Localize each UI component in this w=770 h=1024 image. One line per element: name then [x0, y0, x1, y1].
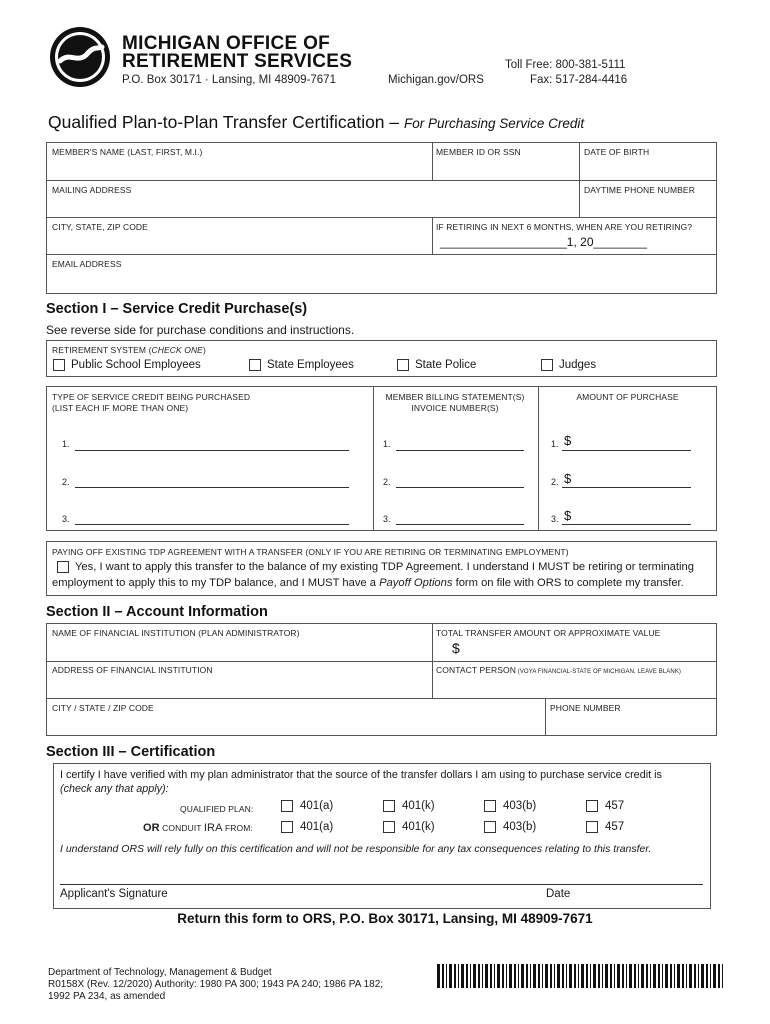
- signature-line[interactable]: [60, 884, 703, 885]
- mailing-address-label: MAILING ADDRESS: [52, 185, 132, 195]
- divider: [545, 698, 546, 736]
- total-dollar-sign: $: [452, 640, 460, 656]
- option-state-employees: State Employees: [267, 359, 354, 371]
- disclaimer-text: I understand ORS will rely fully on this certification and will not be responsible for any tax consequences relating to this transfer.: [60, 843, 652, 855]
- checkbox-tdp-yes[interactable]: [57, 561, 69, 573]
- divider: [46, 698, 717, 699]
- row-number: 3.: [551, 514, 559, 524]
- tdp-text-line2: [52, 577, 684, 589]
- org-address: P.O. Box 30171 · Lansing, MI 48909-7671: [122, 74, 336, 86]
- footer-dept: Department of Technology, Management & Budget: [48, 967, 272, 978]
- tdp-label: PAYING OFF EXISTING TDP AGREEMENT WITH A TRANSFER (ONLY IF YOU ARE RETIRING OR TERMINATING EMPLOYMENT): [52, 547, 569, 557]
- dollar-sign: $: [564, 508, 572, 523]
- conduit-label: CONDUIT: [162, 823, 202, 833]
- retiring-label: IF RETIRING IN NEXT 6 MONTHS, WHEN ARE YOU RETIRING?: [436, 222, 693, 232]
- fi-address-label: ADDRESS OF FINANCIAL INSTITUTION: [52, 665, 213, 675]
- conduit-ira-label: [143, 822, 253, 834]
- footer-authority: 1992 PA 234, as amended: [48, 991, 166, 1002]
- dob-label: DATE OF BIRTH: [584, 147, 650, 157]
- option-403b: 403(b): [503, 821, 537, 833]
- fi-city-field[interactable]: [47, 714, 544, 735]
- option-401a: 401(a): [300, 800, 334, 812]
- from-label: FROM:: [225, 823, 253, 833]
- row-number: 1.: [383, 439, 391, 449]
- invoice-field-3[interactable]: [396, 524, 524, 525]
- fi-name-label: NAME OF FINANCIAL INSTITUTION (PLAN ADMINISTRATOR): [52, 628, 300, 638]
- fax-number: Fax: 517-284-4416: [530, 74, 628, 86]
- return-instructions: Return this form to ORS, P.O. Box 30171, Lansing, MI 48909-7671: [177, 911, 593, 926]
- option-401k: 401(k): [402, 821, 435, 833]
- michigan-seal-icon: [48, 25, 112, 89]
- retiring-date-field[interactable]: ___________________1, 20________: [440, 235, 647, 249]
- signature-label: Applicant's Signature: [60, 888, 168, 900]
- divider: [46, 661, 717, 662]
- contact-person-label: [436, 665, 681, 675]
- row-number: 2.: [62, 477, 70, 487]
- tdp-text-2a: employment to apply this to my TDP balance, and I MUST have a: [52, 577, 380, 589]
- checkbox-ira-401a[interactable]: [281, 821, 293, 833]
- checkbox-qualified-403b[interactable]: [484, 800, 496, 812]
- contact-person-text: CONTACT PERSON: [436, 665, 516, 675]
- org-website: Michigan.gov/ORS: [388, 74, 484, 86]
- checkbox-judges[interactable]: [541, 359, 553, 371]
- type-credit-label-2: (LIST EACH IF MORE THAN ONE): [52, 403, 189, 413]
- member-name-label: MEMBER'S NAME (LAST, FIRST, M.I.): [52, 147, 203, 157]
- option-state-police: State Police: [415, 359, 477, 371]
- member-id-label: MEMBER ID OR SSN: [436, 147, 521, 157]
- retirement-system-label-end: ): [202, 345, 206, 355]
- section2-heading: Section II – Account Information: [46, 604, 268, 620]
- type-credit-field-3[interactable]: [75, 524, 349, 525]
- divider: [538, 386, 539, 531]
- row-number: 3.: [62, 514, 70, 524]
- dollar-sign: $: [564, 433, 572, 448]
- tdp-text-line1: Yes, I want to apply this transfer to the balance of my existing TDP Agreement. I understand I MUST be retiring or terminating: [75, 561, 694, 573]
- checkbox-state-police[interactable]: [397, 359, 409, 371]
- contact-person-note: (VOYA FINANCIAL-STATE OF MICHIGAN, LEAVE BLANK): [515, 669, 682, 675]
- type-credit-label-1: TYPE OF SERVICE CREDIT BEING PURCHASED: [52, 392, 251, 402]
- total-transfer-label: TOTAL TRANSFER AMOUNT OR APPROXIMATE VALUE: [436, 628, 661, 638]
- daytime-phone-field[interactable]: [580, 196, 716, 216]
- fi-name-field[interactable]: [47, 639, 431, 660]
- row-number: 1.: [62, 439, 70, 449]
- option-public-school: Public School Employees: [71, 359, 201, 371]
- option-401k: 401(k): [402, 800, 435, 812]
- form-title: [48, 112, 584, 133]
- org-name-line1: MICHIGAN OFFICE OF: [122, 33, 331, 54]
- retirement-system-label-italic: CHECK ONE: [151, 345, 203, 355]
- divider: [46, 217, 717, 218]
- divider: [432, 217, 433, 254]
- billing-label-1: MEMBER BILLING STATEMENT(S): [385, 392, 525, 402]
- email-field[interactable]: [47, 270, 716, 293]
- checkbox-qualified-457[interactable]: [586, 800, 598, 812]
- contact-person-field[interactable]: [433, 676, 716, 697]
- checkbox-qualified-401a[interactable]: [281, 800, 293, 812]
- member-name-field[interactable]: [47, 158, 431, 179]
- row-number: 1.: [551, 439, 559, 449]
- checkbox-state-employees[interactable]: [249, 359, 261, 371]
- type-credit-field-1[interactable]: [75, 450, 349, 451]
- tdp-text-2c: form on file with ORS to complete my transfer.: [452, 577, 684, 589]
- option-457: 457: [605, 800, 625, 812]
- section1-instructions: See reverse side for purchase conditions and instructions.: [46, 323, 355, 337]
- daytime-phone-label: DAYTIME PHONE NUMBER: [584, 185, 695, 195]
- barcode: [437, 964, 725, 988]
- toll-free-number: Toll Free: 800-381-5111: [505, 59, 626, 71]
- checkbox-ira-401k[interactable]: [383, 821, 395, 833]
- option-457: 457: [605, 821, 625, 833]
- divider: [46, 180, 717, 181]
- divider: [373, 386, 374, 531]
- form-title-dash: –: [384, 112, 405, 132]
- cert-text-line2: (check any that apply):: [60, 783, 169, 795]
- section1-heading: Section I – Service Credit Purchase(s): [46, 301, 308, 317]
- amount-field-2[interactable]: [562, 487, 691, 488]
- date-label: Date: [546, 888, 571, 900]
- retirement-system-label-text: RETIREMENT SYSTEM (: [52, 345, 152, 355]
- or-label: OR: [143, 822, 160, 834]
- footer-form-id: R0158X (Rev. 12/2020) Authority: 1980 PA 300; 1943 PA 240; 1986 PA 182;: [48, 979, 384, 990]
- option-judges: Judges: [559, 359, 597, 371]
- fi-phone-label: PHONE NUMBER: [550, 703, 621, 713]
- billing-label-2: INVOICE NUMBER(S): [411, 403, 499, 413]
- dob-field[interactable]: [580, 158, 716, 179]
- invoice-field-2[interactable]: [396, 487, 524, 488]
- amount-label: AMOUNT OF PURCHASE: [576, 392, 679, 402]
- amount-field-3[interactable]: [562, 524, 691, 525]
- mailing-address-field[interactable]: [47, 196, 578, 216]
- form-title-sub: For Purchasing Service Credit: [404, 116, 585, 131]
- email-label: EMAIL ADDRESS: [52, 259, 122, 269]
- type-credit-field-2[interactable]: [75, 487, 349, 488]
- dollar-sign: $: [564, 471, 572, 486]
- fi-address-field[interactable]: [47, 676, 431, 697]
- option-403b: 403(b): [503, 800, 537, 812]
- ira-label: IRA: [203, 822, 223, 834]
- ors-logo: [48, 25, 112, 89]
- checkbox-public-school[interactable]: [53, 359, 65, 371]
- cert-text-line1: I certify I have verified with my plan administrator that the source of the transfer dollars I am using to purchase service credit is: [60, 769, 662, 781]
- total-transfer-field[interactable]: [465, 639, 715, 660]
- member-id-field[interactable]: [433, 158, 578, 179]
- checkbox-ira-403b[interactable]: [484, 821, 496, 833]
- checkbox-ira-457[interactable]: [586, 821, 598, 833]
- tdp-text-2b: Payoff Options: [379, 577, 453, 589]
- form-title-main: Qualified Plan-to-Plan Transfer Certification: [48, 112, 385, 132]
- row-number: 2.: [383, 477, 391, 487]
- city-state-zip-label: CITY, STATE, ZIP CODE: [52, 222, 148, 232]
- barcode-icon: [437, 964, 725, 988]
- qualified-plan-label: QUALIFIED PLAN:: [180, 804, 254, 814]
- amount-field-1[interactable]: [562, 450, 691, 451]
- invoice-field-1[interactable]: [396, 450, 524, 451]
- city-state-zip-field[interactable]: [47, 233, 431, 253]
- retirement-system-label: [52, 345, 206, 355]
- row-number: 2.: [551, 477, 559, 487]
- divider: [46, 254, 717, 255]
- checkbox-qualified-401k[interactable]: [383, 800, 395, 812]
- section3-heading: Section III – Certification: [46, 744, 216, 760]
- fi-city-label: CITY / STATE / ZIP CODE: [52, 703, 154, 713]
- row-number: 3.: [383, 514, 391, 524]
- fi-phone-field[interactable]: [547, 714, 716, 735]
- org-name-line2: RETIREMENT SERVICES: [122, 51, 353, 72]
- option-401a: 401(a): [300, 821, 334, 833]
